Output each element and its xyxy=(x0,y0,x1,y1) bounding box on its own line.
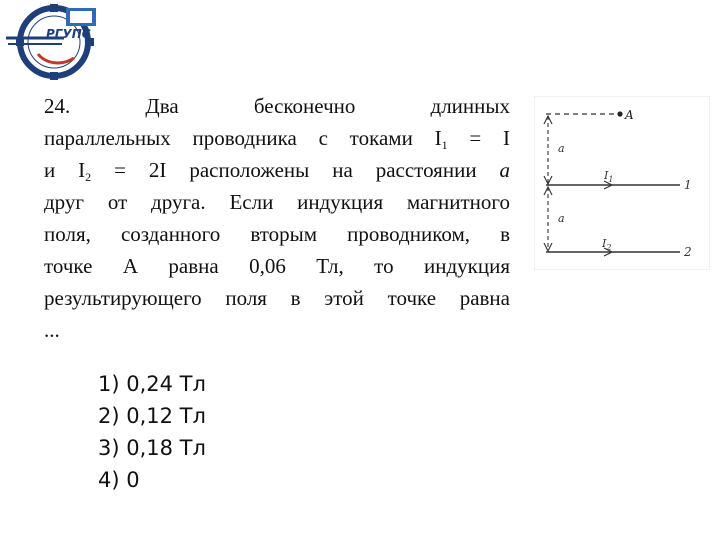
wires-diagram xyxy=(534,96,710,270)
problem-line-8: ... xyxy=(44,318,60,342)
point-a-label: A xyxy=(625,108,634,122)
problem-line-5: поля, созданного вторым проводником, в xyxy=(44,222,510,246)
wire-2-label: 2 xyxy=(684,245,692,259)
current-2-label: $I_2$ xyxy=(602,237,612,252)
distance-label-lower: a xyxy=(558,212,565,225)
answer-option-2: 2) 0,12 Тл xyxy=(98,404,206,428)
problem-number: 24. xyxy=(44,94,71,118)
current-1-label: $I_1$ xyxy=(604,169,614,184)
university-logo xyxy=(4,2,100,82)
problem-line-7: результирующего поля в этой точке равна xyxy=(44,286,510,310)
problem-line-2: параллельных проводника с токами $I_1 = I$ xyxy=(44,126,510,152)
problem-text xyxy=(44,90,510,346)
wire-1-label: 1 xyxy=(684,178,692,192)
problem-line-3: и $I_2 = 2I$ расположены на расстоянии a xyxy=(44,158,510,184)
problem-line-1: 24. Два бесконечно длинных xyxy=(44,94,511,118)
answer-option-4: 4) 0 xyxy=(98,468,140,492)
answer-option-1: 1) 0,24 Тл xyxy=(98,372,206,396)
problem-line-4: друг от друга. Если индукция магнитного xyxy=(44,190,510,214)
svg-text:РГУПС: РГУПС xyxy=(46,27,91,41)
answer-options xyxy=(98,368,206,496)
answer-option-3: 3) 0,18 Тл xyxy=(98,436,206,460)
point-a xyxy=(617,111,622,116)
distance-label-upper: a xyxy=(558,142,565,155)
problem-line-6: точке А равна 0,06 Тл, то индукция xyxy=(44,254,510,278)
